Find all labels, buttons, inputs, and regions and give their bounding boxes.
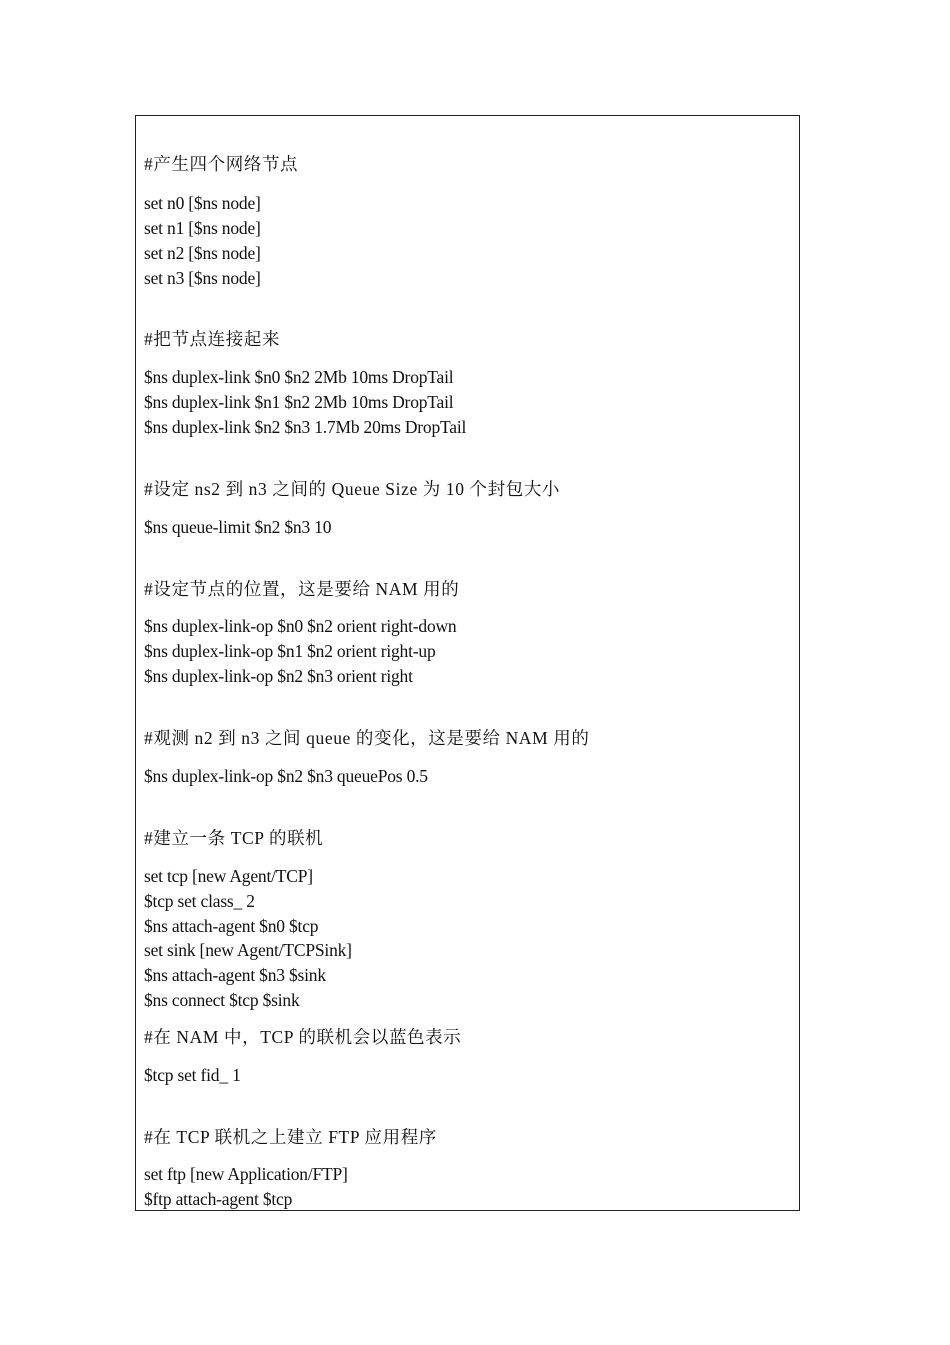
- comment-line: #设定 ns2 到 n3 之间的 Queue Size 为 10 个封包大小: [144, 479, 561, 499]
- code-line: $ns attach-agent $n3 $sink: [144, 965, 326, 985]
- comment-line: #在 TCP 联机之上建立 FTP 应用程序: [144, 1127, 437, 1147]
- code-line: set n2 [$ns node]: [144, 243, 261, 263]
- code-line: $ns duplex-link-op $n1 $n2 orient right-up: [144, 641, 436, 661]
- code-line: set ftp [new Application/FTP]: [144, 1164, 348, 1184]
- code-line: set n3 [$ns node]: [144, 268, 261, 288]
- code-line: set tcp [new Agent/TCP]: [144, 866, 313, 886]
- code-line: $ns connect $tcp $sink: [144, 990, 300, 1010]
- comment-line: #建立一条 TCP 的联机: [144, 828, 324, 848]
- code-line: $ns queue-limit $n2 $n3 10: [144, 517, 332, 537]
- comment-line: #把节点连接起来: [144, 329, 281, 349]
- code-line: $ns duplex-link-op $n0 $n2 orient right-down: [144, 616, 457, 636]
- code-line: $tcp set fid_ 1: [144, 1065, 241, 1085]
- code-line: set n0 [$ns node]: [144, 193, 261, 213]
- code-line: $tcp set class_ 2: [144, 891, 255, 911]
- code-line: $ns duplex-link $n0 $n2 2Mb 10ms DropTail: [144, 367, 454, 387]
- code-line: $ns attach-agent $n0 $tcp: [144, 916, 319, 936]
- code-line: set n1 [$ns node]: [144, 218, 261, 238]
- code-line: $ns duplex-link $n2 $n3 1.7Mb 20ms DropTail: [144, 417, 467, 437]
- code-line: $ftp attach-agent $tcp: [144, 1189, 293, 1209]
- comment-line: #产生四个网络节点: [144, 154, 299, 174]
- code-line: set sink [new Agent/TCPSink]: [144, 940, 352, 960]
- comment-line: #在 NAM 中，TCP 的联机会以蓝色表示: [144, 1027, 462, 1047]
- code-line: $ns duplex-link-op $n2 $n3 queuePos 0.5: [144, 766, 428, 786]
- code-line: $ns duplex-link $n1 $n2 2Mb 10ms DropTail: [144, 392, 454, 412]
- comment-line: #观测 n2 到 n3 之间 queue 的变化，这是要给 NAM 用的: [144, 728, 590, 748]
- code-line: $ns duplex-link-op $n2 $n3 orient right: [144, 666, 413, 686]
- comment-line: #设定节点的位置，这是要给 NAM 用的: [144, 579, 460, 599]
